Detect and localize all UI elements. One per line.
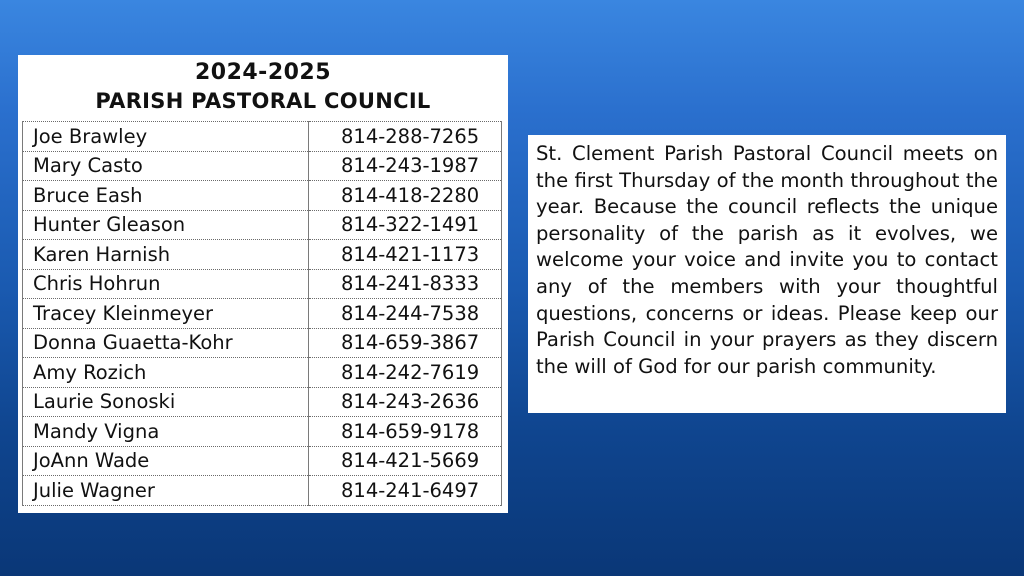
member-name: Karen Harnish (23, 240, 309, 270)
member-phone: 814-421-5669 (309, 446, 502, 476)
member-name: Mandy Vigna (23, 417, 309, 447)
council-title: PARISH PASTORAL COUNCIL (95, 89, 431, 113)
table-row (23, 417, 502, 447)
table-row (23, 328, 502, 358)
council-year: 2024-2025 (194, 60, 332, 85)
council-info-card (528, 135, 1006, 413)
member-phone: 814-241-6497 (309, 476, 502, 506)
member-table (22, 121, 502, 506)
table-row (23, 122, 502, 152)
member-name: Laurie Sonoski (23, 387, 309, 417)
member-phone: 814-244-7538 (309, 299, 502, 329)
member-name: JoAnn Wade (23, 446, 309, 476)
table-row (23, 181, 502, 211)
member-phone: 814-418-2280 (309, 181, 502, 211)
member-phone: 814-243-1987 (309, 151, 502, 181)
member-name: Mary Casto (23, 151, 309, 181)
table-row (23, 358, 502, 388)
member-phone: 814-241-8333 (309, 269, 502, 299)
member-name: Joe Brawley (23, 122, 309, 152)
member-phone: 814-421-1173 (309, 240, 502, 270)
table-row (23, 151, 502, 181)
table-row (23, 210, 502, 240)
member-name: Bruce Eash (23, 181, 309, 211)
member-phone: 814-243-2636 (309, 387, 502, 417)
member-phone: 814-242-7619 (309, 358, 502, 388)
member-name: Chris Hohrun (23, 269, 309, 299)
member-phone: 814-659-3867 (309, 328, 502, 358)
table-row (23, 299, 502, 329)
member-phone: 814-322-1491 (309, 210, 502, 240)
member-name: Hunter Gleason (23, 210, 309, 240)
council-description: St. Clement Parish Pastoral Council meets on the first Thursday of the month throughout the year. Because the council reflects the unique personality of the parish as it evolves, we welcome your voice and invite you to contact any of the members with your thoughtful questions, concerns or ideas. Please keep our Parish Council in your prayers as they discern the will of God for our parish community. (536, 142, 998, 378)
table-row (23, 446, 502, 476)
member-name: Tracey Kleinmeyer (23, 299, 309, 329)
member-phone: 814-659-9178 (309, 417, 502, 447)
council-heading (18, 59, 508, 115)
table-row (23, 387, 502, 417)
member-name: Julie Wagner (23, 476, 309, 506)
member-phone: 814-288-7265 (309, 122, 502, 152)
member-name: Donna Guaetta-Kohr (23, 328, 309, 358)
council-roster-card (18, 55, 508, 513)
table-row (23, 240, 502, 270)
member-name: Amy Rozich (23, 358, 309, 388)
table-row (23, 269, 502, 299)
table-row (23, 476, 502, 506)
